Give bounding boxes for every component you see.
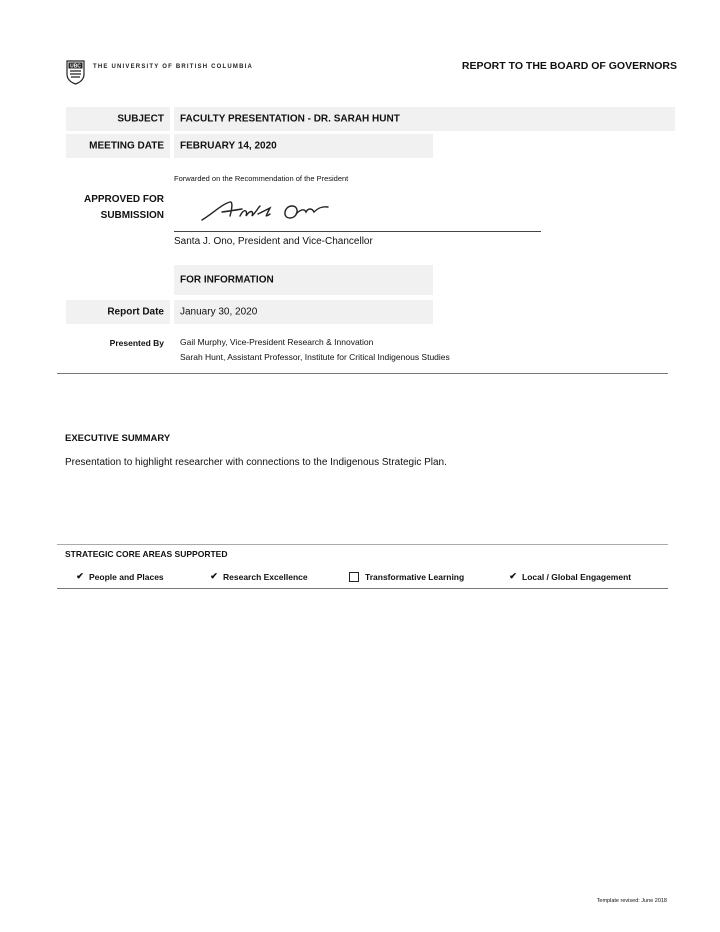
signatory-name: Santa J. Ono, President and Vice-Chancellor xyxy=(174,236,373,247)
university-name: THE UNIVERSITY OF BRITISH COLUMBIA xyxy=(93,64,254,70)
for-information-cell xyxy=(174,265,433,295)
subject-label-cell xyxy=(66,107,170,131)
strategic-areas-title: STRATEGIC CORE AREAS SUPPORTED xyxy=(65,549,228,559)
meeting-date-value-cell xyxy=(174,134,433,158)
subject-value: FACULTY PRESENTATION - DR. SARAH HUNT xyxy=(180,113,400,125)
report-date-value: January 30, 2020 xyxy=(180,306,258,318)
executive-summary-title: EXECUTIVE SUMMARY xyxy=(65,433,171,444)
approved-label-line2: SUBMISSION xyxy=(100,210,164,221)
report-date-value-cell xyxy=(174,300,433,324)
for-information-label: FOR INFORMATION xyxy=(180,274,274,286)
strategic-area-label: Transformative Learning xyxy=(365,572,465,582)
checkmark-icon: ✔ xyxy=(76,571,84,581)
strategic-area-research-excellence xyxy=(208,571,308,582)
strategic-top-divider xyxy=(57,544,668,545)
crest-text: UBC xyxy=(70,63,81,70)
meeting-date-label-cell xyxy=(66,134,170,158)
presenter-line-1: Gail Murphy, Vice-President Research & Innovation xyxy=(180,337,374,347)
meeting-date-value: FEBRUARY 14, 2020 xyxy=(180,140,277,152)
report-date-label: Report Date xyxy=(107,306,164,318)
approved-label-line1: APPROVED FOR xyxy=(83,194,164,205)
forwarded-note: Forwarded on the Recommendation of the President xyxy=(174,174,349,183)
signature-line xyxy=(174,231,541,232)
meeting-date-label: MEETING DATE xyxy=(89,140,164,152)
checkmark-icon: ✔ xyxy=(509,571,517,581)
strategic-area-label: Research Excellence xyxy=(223,571,308,582)
strategic-area-label: Local / Global Engagement xyxy=(522,571,632,582)
strategic-area-people-and-places xyxy=(74,571,164,582)
strategic-bottom-divider xyxy=(57,588,668,589)
ubc-crest-logo xyxy=(66,60,85,85)
unchecked-box-icon xyxy=(349,572,359,582)
report-title: REPORT TO THE BOARD OF GOVERNORS xyxy=(461,60,677,72)
template-revised-note: Template revised: June 2018 xyxy=(596,898,667,904)
strategic-area-transformative-learning xyxy=(349,572,464,582)
executive-summary-text: Presentation to highlight researcher with connections to the Indigenous Strategic Plan. xyxy=(65,457,447,468)
subject-value-cell xyxy=(174,107,675,131)
subject-label: SUBJECT xyxy=(117,113,164,125)
checkmark-icon: ✔ xyxy=(210,571,218,581)
president-signature xyxy=(200,196,340,226)
section-divider xyxy=(57,373,668,374)
strategic-area-local-global-engagement xyxy=(507,571,631,582)
presenter-line-2: Sarah Hunt, Assistant Professor, Institute for Critical Indigenous Studies xyxy=(180,352,450,362)
strategic-area-label: People and Places xyxy=(89,571,164,582)
approved-for-submission-label xyxy=(66,192,164,224)
report-date-label-cell xyxy=(66,300,170,324)
presented-by-label: Presented By xyxy=(109,338,164,348)
